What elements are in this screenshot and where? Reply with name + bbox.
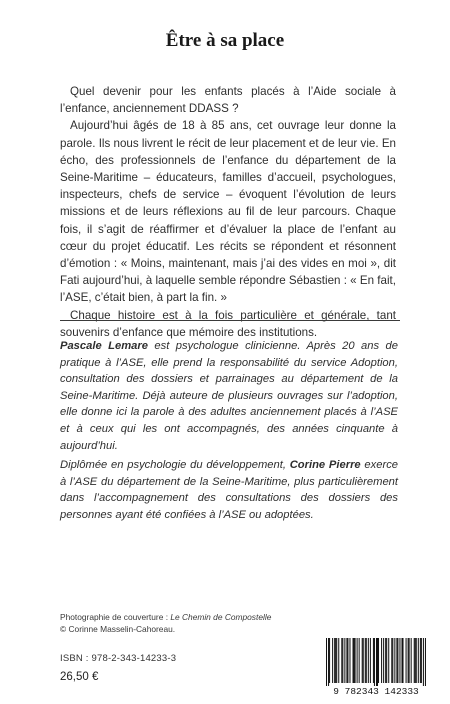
price: 26,50 € (60, 671, 99, 683)
author-name-pascale: Pascale Lemare (60, 340, 148, 352)
isbn: ISBN : 978-2-343-14233-3 (60, 653, 177, 664)
summary-paragraph-3: Chaque histoire est à la fois particulière et générale, tant souvenirs d’enfance que mémoire des institutions. (60, 308, 396, 339)
author-bio-corine (60, 457, 398, 523)
photo-credit-label: Photographie de couverture : (60, 612, 171, 622)
divider (60, 320, 400, 321)
barcode-digits: 9 782343 142333 (333, 686, 419, 696)
author-bio-corine-intro: Diplômée en psychologie du développement, (60, 459, 290, 471)
book-title: Être à sa place (165, 30, 285, 51)
author-name-corine: Corine Pierre (289, 459, 361, 471)
author-bio-corine-text: exerce à l’ASE du département de la Seine-Maritime, plus particulièrement dans l’accompagnement des consultations des dossiers des personnes ayant été confiées à l’ASE ou adoptées. (60, 459, 399, 521)
photo-credit-title: Le Chemin de Compostelle (170, 612, 272, 622)
summary-paragraph-1: Quel devenir pour les enfants placés à l’Aide sociale à l’enfance, anciennement DDASS ? (60, 85, 396, 116)
author-bio-pascale-text: est psychologue clinicienne. Après 20 ans de pratique à l’ASE, elle prend la responsabilité du service Adoption, consultation des dossiers et parrainages au département de la Seine-Maritime. Déjà auteure de plusieurs ouvrages sur l’adoption, elle donne ici la parole à des adultes anciennement placés à l’ASE et à ceux qui les ont accompagnés, des années cinquante à aujourd’hui. (60, 340, 398, 452)
photo-copyright: © Corinne Masselin-Cahoreau. (60, 624, 176, 634)
barcode (320, 636, 432, 696)
author-bio-pascale (60, 338, 398, 454)
photo-credits (60, 611, 271, 635)
barcode-bars (326, 638, 426, 686)
summary-paragraph-2: Aujourd’hui âgés de 18 à 85 ans, cet ouvrage leur donne la parole. Ils nous livrent le récit de leur placement et de leur vie. En écho, des professionnels de l’enfance du département de la Seine-Maritime – éducateurs, familles d’accueil, psychologues, inspecteurs, chefs de service – évoquent l’évolution de leurs missions et de leurs réflexions au fil de leur parcours. Chaque fois, il s’agit de réaffirmer et d’évaluer la place de l’enfant au cœur du projet éducatif. Les récits se répondent et résonnent d’émotion : « Moins, maintenant, mais j’ai des vides en moi », dit Fati aujourd’hui, à laquelle semble répondre Sébastien : « En fait, l’ASE, c’était bien, à part la fin. » (60, 119, 396, 305)
summary-text (60, 83, 396, 341)
